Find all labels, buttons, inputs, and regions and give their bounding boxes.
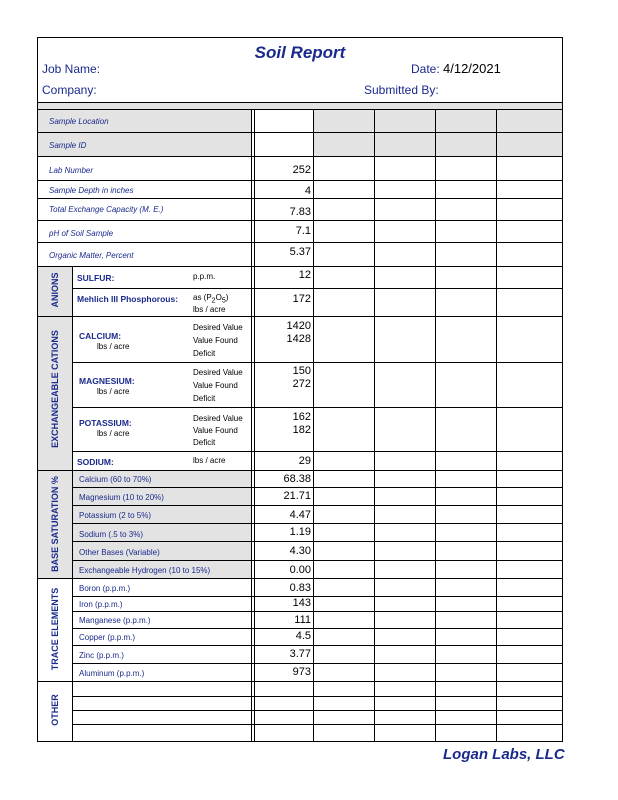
hline	[37, 681, 563, 682]
magnesium-lbs: lbs / acre	[97, 387, 130, 396]
potassium-desired-value: 162	[292, 411, 311, 423]
phosphorus-sub-2: 2	[211, 297, 216, 305]
job-name-label: Job Name:	[42, 62, 101, 76]
hline	[72, 560, 563, 561]
phosphorus-unit	[193, 293, 228, 305]
potassium-found-label: Value Found	[193, 426, 238, 435]
calcium-deficit-label: Deficit	[193, 349, 216, 358]
vline-col3	[374, 110, 375, 741]
hline	[72, 451, 563, 452]
calcium-desired-value: 1420	[286, 320, 311, 332]
hline	[72, 288, 563, 289]
sample-depth-value: 4	[304, 185, 311, 197]
hline	[37, 470, 563, 471]
sulfur-value: 12	[298, 269, 311, 281]
calcium-desired-label: Desired Value	[193, 323, 243, 332]
ph-label: pH of Soil Sample	[49, 229, 114, 238]
hline	[72, 523, 563, 524]
potassium-lbs: lbs / acre	[97, 429, 130, 438]
hline	[72, 645, 563, 646]
calcium-found-label: Value Found	[193, 336, 238, 345]
hline	[37, 132, 563, 133]
trace-item-value: 3.77	[289, 648, 311, 660]
phosphorus-value: 172	[292, 293, 311, 305]
lab-number-value: 252	[292, 164, 311, 176]
date-label: Date:	[411, 62, 440, 76]
trace-item-label: Manganese (p.p.m.)	[79, 616, 151, 625]
calcium-label: CALCIUM:	[79, 331, 122, 341]
magnesium-found-label: Value Found	[193, 381, 238, 390]
trace-item-label: Copper (p.p.m.)	[79, 633, 136, 642]
hline	[37, 266, 563, 267]
trace-item-value: 4.5	[295, 630, 311, 642]
magnesium-desired-value: 150	[292, 365, 311, 377]
hline	[72, 541, 563, 542]
potassium-label: POTASSIUM:	[79, 418, 132, 428]
base-sat-item-label: Exchangeable Hydrogen (10 to 15%)	[79, 566, 211, 575]
hline	[37, 180, 563, 181]
organic-matter-value: 5.37	[289, 246, 311, 258]
potassium-desired-label: Desired Value	[193, 414, 243, 423]
phosphorus-o: O	[215, 293, 222, 302]
base-sat-item-value: 1.19	[289, 526, 311, 538]
vline-col5	[496, 110, 497, 741]
phosphorus-close: )	[225, 293, 229, 302]
phosphorus-sub-5: 5	[221, 297, 226, 305]
vline-col4	[435, 110, 436, 741]
magnesium-deficit-label: Deficit	[193, 394, 216, 403]
trace-item-value: 143	[292, 597, 311, 609]
header-divider	[37, 102, 563, 103]
phosphorus-unit-as: as (P	[193, 293, 212, 302]
sodium-label: SODIUM:	[77, 457, 114, 467]
base-sat-item-value: 68.38	[283, 473, 311, 485]
sample-location-label: Sample Location	[49, 117, 109, 126]
trace-item-label: Boron (p.p.m.)	[79, 584, 131, 593]
calcium-found-value: 1428	[286, 333, 311, 345]
trace-item-label: Zinc (p.p.m.)	[79, 651, 124, 660]
base-sat-item-label: Calcium (60 to 70%)	[79, 475, 152, 484]
base-sat-item-value: 0.00	[289, 564, 311, 576]
hline	[37, 198, 563, 199]
base-sat-item-label: Other Bases (Variable)	[79, 548, 160, 557]
sodium-unit: lbs / acre	[193, 456, 226, 465]
tec-value: 7.83	[289, 206, 311, 218]
sample-depth-label: Sample Depth in inches	[49, 186, 134, 195]
report-title: Soil Report	[254, 43, 346, 62]
hline	[72, 611, 563, 612]
hline	[72, 663, 563, 664]
sulfur-label: SULFUR:	[77, 273, 115, 283]
lab-number-label: Lab Number	[49, 166, 94, 175]
hline	[37, 578, 563, 579]
hline	[72, 596, 563, 597]
hline	[72, 696, 563, 697]
calcium-lbs: lbs / acre	[97, 342, 130, 351]
phosphorus-unit-lbs: lbs / acre	[193, 305, 226, 314]
hline	[72, 362, 563, 363]
magnesium-desired-label: Desired Value	[193, 368, 243, 377]
potassium-deficit-label: Deficit	[193, 438, 216, 447]
base-sat-item-label: Sodium (.5 to 3%)	[79, 530, 144, 539]
base-sat-item-value: 4.47	[289, 509, 311, 521]
trace-elements-section-label: TRACE ELEMENTS	[50, 587, 60, 671]
hline	[72, 407, 563, 408]
magnesium-label: MAGNESIUM:	[79, 376, 135, 386]
trace-item-value: 111	[294, 614, 311, 626]
hline	[37, 242, 563, 243]
phosphorus-label: Mehlich III Phosphorous:	[77, 294, 179, 304]
base-sat-item-value: 4.30	[289, 545, 311, 557]
hline	[72, 505, 563, 506]
other-section-label: OTHER	[50, 694, 60, 726]
base-sat-item-value: 21.71	[283, 490, 311, 502]
trace-item-label: Iron (p.p.m.)	[79, 600, 123, 609]
hline	[37, 156, 563, 157]
submitted-by-label: Submitted By:	[364, 83, 439, 97]
trace-item-value: 0.83	[289, 582, 311, 594]
potassium-found-value: 182	[292, 424, 311, 436]
base-saturation-section-label: BASE SATURATION %	[50, 476, 60, 572]
sodium-value: 29	[298, 455, 311, 467]
organic-matter-label: Organic Matter, Percent	[49, 251, 134, 260]
vline-col2	[313, 110, 314, 741]
hline	[72, 710, 563, 711]
cations-section-label: EXCHANGEABLE CATIONS	[50, 330, 60, 448]
hline	[37, 220, 563, 221]
sample-id-label: Sample ID	[49, 141, 87, 150]
hline	[72, 487, 563, 488]
base-sat-item-label: Magnesium (10 to 20%)	[79, 493, 164, 502]
vline-section	[72, 266, 73, 741]
footer-company: Logan Labs, LLC	[443, 746, 565, 763]
ph-value: 7.1	[295, 225, 311, 237]
hline	[72, 628, 563, 629]
sulfur-unit: p.p.m.	[193, 272, 216, 281]
trace-item-label: Aluminum (p.p.m.)	[79, 669, 145, 678]
company-label: Company:	[42, 83, 97, 97]
hline	[37, 316, 563, 317]
header-divider-2	[37, 109, 563, 110]
trace-item-value: 973	[292, 666, 311, 678]
anions-section-label: ANIONS	[50, 272, 60, 308]
tec-label: Total Exchange Capacity (M. E.)	[49, 205, 164, 214]
date-value: 4/12/2021	[443, 61, 501, 76]
hline	[72, 724, 563, 725]
base-sat-item-label: Potassium (2 to 5%)	[79, 511, 152, 520]
magnesium-found-value: 272	[292, 378, 311, 390]
